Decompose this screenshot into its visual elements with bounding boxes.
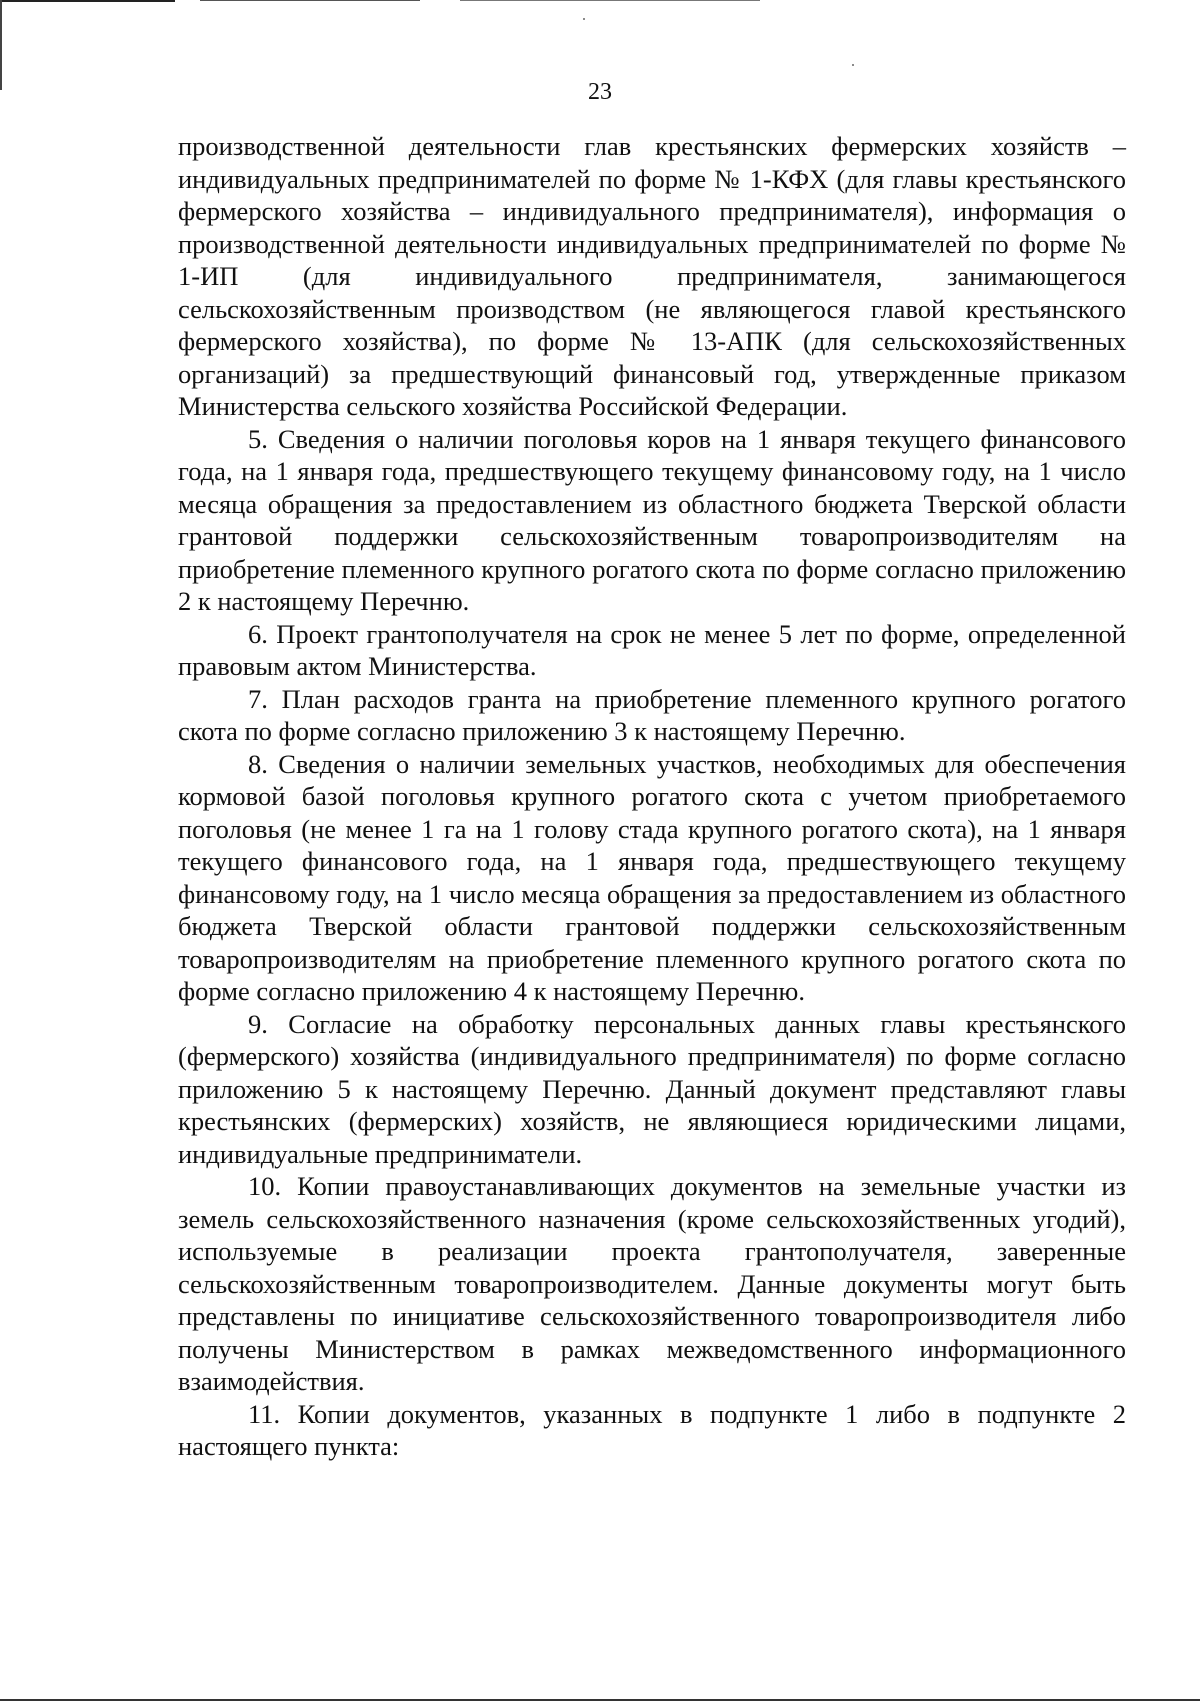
scan-edge-top-left	[0, 0, 175, 2]
scan-speck	[583, 18, 585, 20]
paragraph-item-5: 5. Сведения о наличии поголовья коров на 1 января текущего финансового года, на 1 января года, предшествующего текущему финансовому году, на 1 число месяца обращения за предоставлением из областного бюджета Тверской области грантовой поддержки сельскохозяйственным товаропроизводителям на приобретение племенного крупного рогатого скота по форме согласно приложению 2 к настоящему Перечню.	[178, 423, 1126, 616]
paragraph-item-6: 6. Проект грантополучателя на срок не менее 5 лет по форме, определенной правовым актом Министерства.	[178, 618, 1126, 681]
paragraph-item-8: 8. Сведения о наличии земельных участков, необходимых для обеспечения кормовой базой поголовья крупного рогатого скота с учетом приобретаемого поголовья (не менее 1 га на 1 голову стада крупного рогатого скота), на 1 января текущего финансового года, на 1 января года, предшествующего текущему финансовому году, на 1 число месяца обращения за предоставлением из областного бюджета Тверской области грантовой поддержки сельскохозяйственным товаропроизводителям на приобретение племенного крупного рогатого скота по форме согласно приложению 4 к настоящему Перечню.	[178, 748, 1126, 1006]
scan-edge-top-mid	[200, 0, 420, 1]
paragraph-item-7: 7. План расходов гранта на приобретение племенного крупного рогатого скота по форме согласно приложению 3 к настоящему Перечню.	[178, 683, 1126, 746]
scan-speck	[852, 64, 854, 66]
paragraph-item-11: 11. Копии документов, указанных в подпункте 1 либо в подпункте 2 настоящего пункта:	[178, 1398, 1126, 1461]
scan-edge-left	[0, 0, 2, 90]
paragraph-item-9: 9. Согласие на обработку персональных данных главы крестьянского (фермерского) хозяйства (индивидуального предпринимателя) по форме согласно приложению 5 к настоящему Перечню. Данный документ представляют главы крестьянских (фермерских) хозяйств, не являющиеся юридическими лицами, индивидуальные предприниматели.	[178, 1008, 1126, 1169]
paragraph-continuation: производственной деятельности глав крестьянских фермерских хозяйств – индивидуальных предпринимателей по форме № 1-КФХ (для главы крестьянского фермерского хозяйства – индивидуального предпринимателя), информация о производственной деятельности индивидуальных предпринимателей по форме № 1-ИП (для индивидуального предпринимателя, занимающегося сельскохозяйственным производством (не являющегося главой крестьянского фермерского хозяйства), по форме № 13-АПК (для сельскохозяйственных организаций) за предшествующий финансовый год, утвержденные приказом Министерства сельского хозяйства Российской Федерации.	[178, 131, 1126, 421]
document-body	[178, 130, 1126, 1463]
paragraph-item-10: 10. Копии правоустанавливающих документов на земельные участки из земель сельскохозяйственного назначения (кроме сельскохозяйственных угодий), используемые в реализации проекта грантополучателя, заверенные сельскохозяйственным товаропроизводителем. Данные документы могут быть представлены по инициативе сельскохозяйственного товаропроизводителя либо получены Министерством в рамках межведомственного информационного взаимодействия.	[178, 1171, 1126, 1396]
scan-edge-top-right	[460, 0, 760, 1]
page-number: 23	[588, 79, 612, 105]
